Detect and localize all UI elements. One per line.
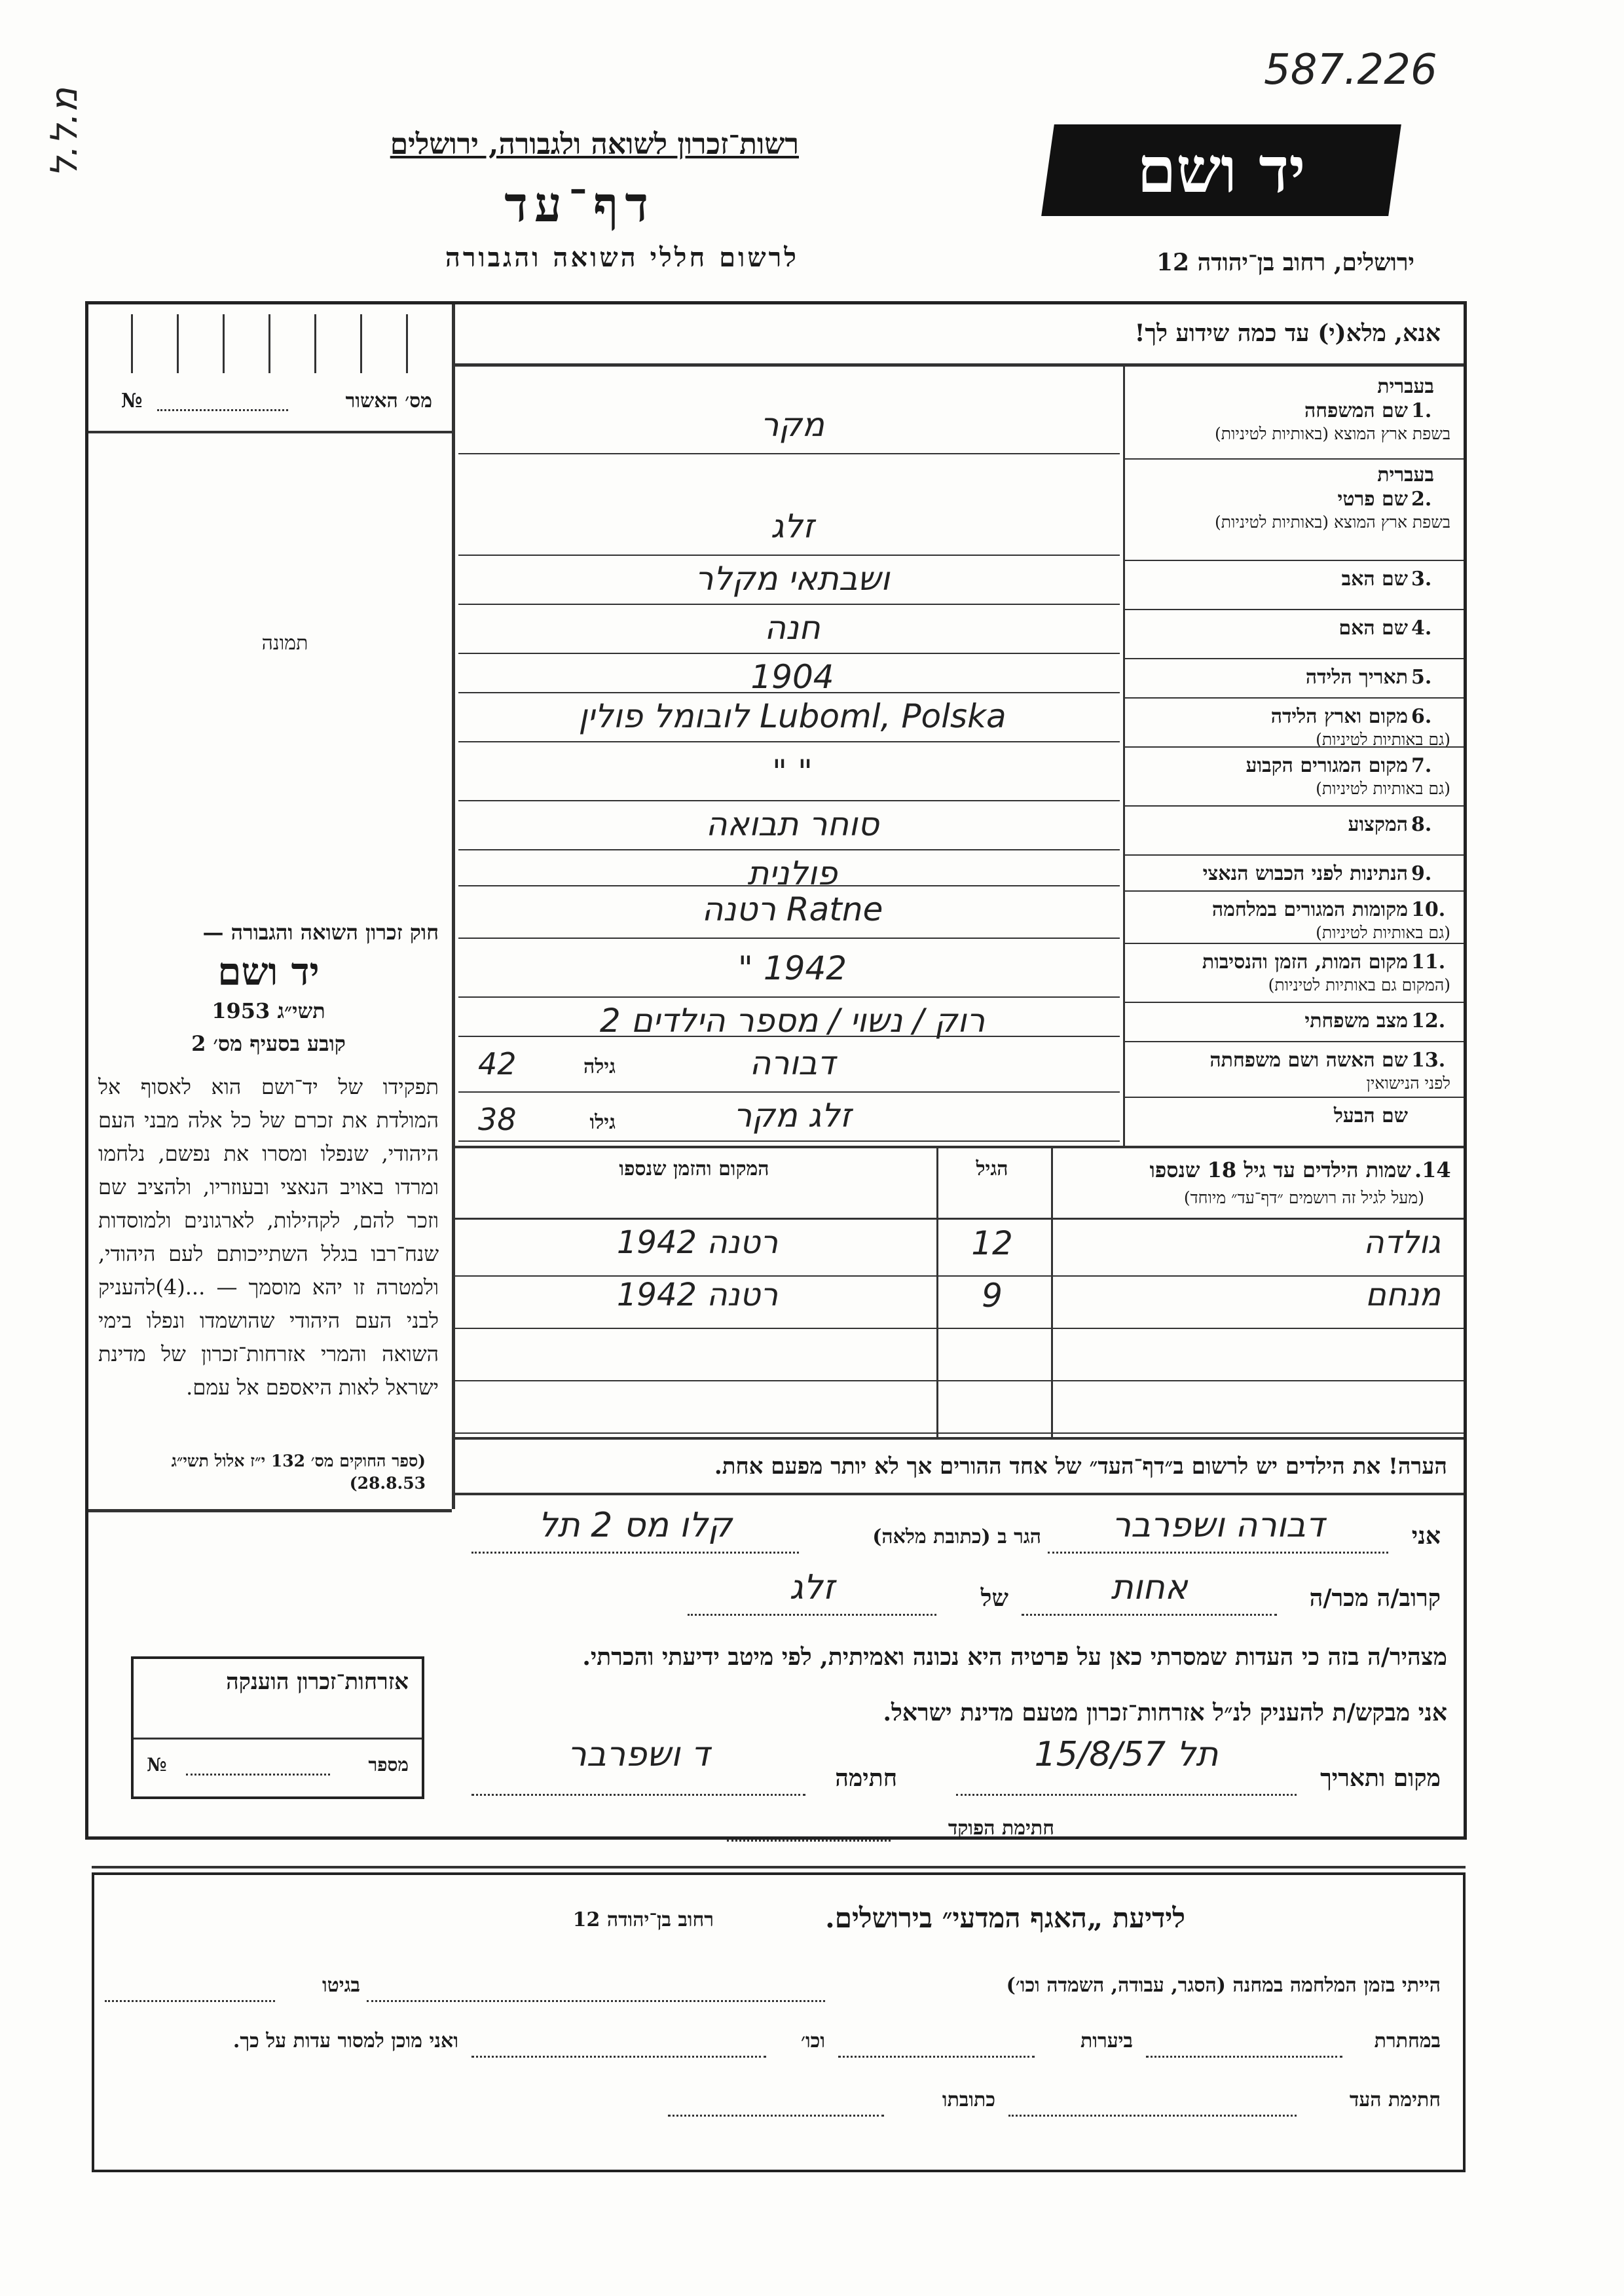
field-line — [458, 1091, 1120, 1093]
label-row-line — [1123, 697, 1464, 699]
field-line — [458, 604, 1120, 605]
field-num: 5. — [1411, 666, 1432, 689]
witness-address-label: הגר ב (כתובת מלאה) — [872, 1525, 1041, 1548]
left-panel-bottom — [88, 1509, 452, 1512]
bottom-line1-blank2[interactable] — [105, 2000, 275, 2002]
field-value[interactable]: זלג — [770, 507, 815, 545]
children-name-divider — [1051, 1146, 1053, 1437]
field-num: 12. — [1411, 1010, 1446, 1032]
law-section: קובע בסעיף מס׳ 2 — [191, 1031, 346, 1056]
field-label: תאריך הלידה — [1305, 666, 1408, 689]
field-sub: בשפת ארץ המוצא (באותיות לטיניות) — [1215, 424, 1450, 443]
law-source: (ספר החוקים מס׳ 132 י״ז אלול תשי״ג 28.8.53) — [171, 1451, 426, 1493]
instruction-divider — [452, 363, 1464, 367]
field-value[interactable]: ושבתאי מקלר — [695, 560, 890, 598]
witness-name-line[interactable] — [1048, 1552, 1388, 1554]
label-row-line — [1123, 890, 1464, 892]
label-row-line — [1123, 854, 1464, 856]
field-line — [458, 653, 1120, 654]
approval-box — [105, 314, 445, 373]
child-age[interactable]: 9 — [982, 1277, 1003, 1315]
label-row-line — [1123, 746, 1464, 748]
field-num: 4. — [1411, 617, 1432, 640]
field-label: שם האשה ושם משפחתה — [1209, 1049, 1408, 1072]
declaration: מצהיר/ה בזה כי העדות שמסרתי כאן על פרטיה היא נכונה ואמיתית, לפי מיטב ידיעתי והכרתי. — [582, 1643, 1447, 1671]
of-value[interactable]: זלג — [789, 1568, 835, 1607]
witness-address[interactable]: קלו מס 2 תל — [538, 1506, 733, 1545]
law-text: תפקידו של יד־ושם הוא לאסוף אל המולדת את זכרם של כל אלה מבני העם היהודי, שנפלו ומסרו את נפשם, נלחמו ומרדו באויב הנאצי ובעוזריו, ולהציב שם וזכר להם, לקהילות, לארגונים ולמוסדות שנח־רבו בגלל השתייכותם לעם היהודי, ולמטרה זו יהא מוסמך — ...(4)להעניק לבני העם היהודי שהושמדו ונפלו בימי השואה והמרי אזרחות־זכרון של מדינת ישראל לאות היאספם אל עמם. — [98, 1074, 439, 1400]
citizenship-no-sign: № — [147, 1754, 167, 1776]
bottom-line3-blank-b[interactable] — [668, 2115, 884, 2117]
field-age-value[interactable]: 42 — [478, 1046, 517, 1082]
field-num: 6. — [1411, 705, 1432, 728]
field-value[interactable]: Ratne רטנה — [701, 890, 883, 928]
field-label: שם האם — [1338, 617, 1408, 640]
children-bottom-line — [452, 1437, 1464, 1440]
field-label: מקום וארץ הלידה — [1270, 705, 1408, 728]
field-value[interactable]: מקר — [760, 406, 824, 444]
relation-line[interactable] — [1022, 1614, 1277, 1616]
field-sub: (גם באותיות לטיניות) — [1316, 779, 1450, 798]
field-age-label: גילה — [583, 1055, 616, 1078]
relation-prefix: קרוב/ה מכר/ה — [1309, 1584, 1441, 1612]
place-date-value[interactable]: תל 15/8/57 — [1034, 1735, 1219, 1774]
field-label: שם פרטי — [1337, 488, 1408, 511]
approval-label: מס׳ האשור — [345, 390, 432, 412]
approval-no-sign: № — [121, 390, 143, 412]
form-title: דף־עד — [504, 177, 655, 233]
bottom-line2-end: ואני מוכן למסור עדות על כך. — [232, 2030, 458, 2052]
field-line — [458, 938, 1120, 939]
law-name: יד ושם — [217, 949, 320, 994]
field-label: מקום המות, הזמן והנסיבות — [1202, 951, 1408, 974]
child-age[interactable]: 12 — [971, 1224, 1013, 1262]
officer-label: חתימת הפוקד — [948, 1817, 1054, 1840]
child-row-line — [452, 1328, 1464, 1329]
field-num: 1. — [1411, 399, 1432, 422]
label-row-line — [1123, 1041, 1464, 1042]
left-margin-note: מ.ל.ל — [43, 87, 86, 178]
field-value[interactable]: Luboml, Polska לובומל פולין — [578, 697, 1006, 735]
child-place[interactable]: רטנה 1942 — [616, 1277, 779, 1313]
field-lang: בעברית — [1377, 464, 1434, 486]
field-num: 2. — [1411, 488, 1432, 511]
label-row-line — [1123, 458, 1464, 460]
field-line — [458, 741, 1120, 742]
field-label: מקומות המגורים במלחמה — [1211, 898, 1408, 921]
relation-of: של — [980, 1584, 1008, 1612]
field-sub: בשפת ארץ המוצא (באותיות לטיניות) — [1215, 513, 1450, 532]
citizenship-title: אזרחות־זכרון הוענקה — [226, 1669, 409, 1695]
field-num: 10. — [1411, 898, 1446, 921]
label-row-line — [1123, 560, 1464, 561]
bottom-line1-end: בגיטו — [322, 1974, 360, 1997]
field-sub: (גם באותיות לטיניות) — [1316, 923, 1450, 942]
witness-prefix: אני — [1411, 1522, 1441, 1550]
note-line — [452, 1493, 1464, 1495]
child-row-line — [452, 1432, 1464, 1434]
of-line[interactable] — [688, 1614, 936, 1616]
children-place-header: המקום והזמן שנספו — [619, 1157, 769, 1180]
label-row-line — [1123, 658, 1464, 659]
field-value[interactable]: פולנית — [747, 854, 838, 892]
field-line — [458, 800, 1120, 801]
label-row-line — [1123, 805, 1464, 807]
label-row-line — [1123, 943, 1464, 944]
children-subtitle: (מעל לגיל זה רושמים ״דף־עד״ מיוחד) — [1183, 1188, 1424, 1207]
children-top-line — [452, 1146, 1464, 1148]
bottom-line1-blank[interactable] — [367, 2000, 825, 2002]
bottom-line2-c: וכו׳ — [801, 2030, 825, 2052]
field-value[interactable]: דבורה — [749, 1044, 836, 1082]
logo-text: יד ושם — [1137, 133, 1306, 207]
children-age-divider — [936, 1146, 938, 1437]
label-column-divider — [1123, 363, 1125, 1146]
bottom-line3-a: חתימת העד — [1349, 2088, 1441, 2111]
field-num: 8. — [1411, 813, 1432, 836]
field-line — [458, 849, 1120, 850]
field-age-value[interactable]: 38 — [478, 1102, 517, 1137]
field-label: שם הבעל — [1333, 1104, 1408, 1127]
field-value[interactable]: רוק / נשוי / מספר הילדים 2 — [599, 1002, 986, 1040]
approval-underline — [88, 431, 452, 433]
bottom-title: לידיעת „האגף המדעי״ בירושלים. — [825, 1902, 1185, 1934]
bottom-line2-a: במחתרת — [1374, 2030, 1441, 2052]
top-right-number: 587.226 — [1264, 46, 1437, 94]
child-name[interactable]: גולדה — [1363, 1224, 1441, 1261]
place-date-line[interactable] — [956, 1794, 1297, 1796]
law-title: חוק זכרון השואה והגבורה — — [202, 920, 439, 945]
citizenship-number-line[interactable] — [186, 1774, 330, 1776]
bottom-line2-blank-c[interactable] — [471, 2056, 766, 2058]
header-address: ירושלים, רחוב בן־יהודה 12 — [1156, 249, 1414, 276]
bottom-double-line — [92, 1866, 1466, 1868]
child-row-line — [452, 1380, 1464, 1381]
relation-value[interactable]: אחות — [1111, 1568, 1188, 1607]
field-value[interactable]: חנה — [764, 609, 821, 647]
witness-address-line[interactable] — [471, 1552, 799, 1554]
yad-vashem-logo — [1041, 124, 1401, 216]
signature-value[interactable]: ד ושפרבר — [567, 1735, 710, 1774]
field-value[interactable]: סוחר תבואה — [705, 805, 879, 843]
field-sub: (המקום גם באותיות לטיניות) — [1268, 975, 1450, 994]
field-line — [458, 996, 1120, 998]
signature-line[interactable] — [471, 1794, 805, 1796]
field-age-label: גילו — [589, 1111, 616, 1134]
bottom-line3-b: כתובתו — [942, 2088, 995, 2111]
citizenship-number-label: מספר — [368, 1754, 409, 1776]
children-header-line — [452, 1218, 1464, 1220]
field-line — [458, 555, 1120, 556]
field-label: המקצוע — [1348, 813, 1408, 836]
field-num: 3. — [1411, 568, 1432, 591]
witness-name[interactable]: דבורה ושפרבר — [1111, 1506, 1325, 1545]
place-date-label: מקום ותאריך — [1320, 1764, 1441, 1792]
children-num: 14. — [1414, 1157, 1451, 1182]
field-value[interactable]: 1904 — [750, 658, 834, 696]
bottom-line2-b: ביערות — [1080, 2030, 1133, 2052]
field-sub: (גם באותיות לטיניות) — [1316, 730, 1450, 749]
label-row-line — [1123, 609, 1464, 610]
instruction: אנא, מלא(י) עד כמה שידוע לך! — [1134, 319, 1441, 347]
field-num: 9. — [1411, 862, 1432, 885]
child-name[interactable]: מנחם — [1365, 1277, 1441, 1313]
field-value[interactable]: זלג מקר — [733, 1097, 851, 1135]
label-row-line — [1123, 1002, 1464, 1003]
signature-label: חתימה — [835, 1764, 897, 1792]
field-label: מצב משפחתי — [1304, 1010, 1408, 1032]
photo-label: תמונה — [261, 632, 308, 655]
bottom-line2-blank-a[interactable] — [1146, 2056, 1342, 2058]
field-line — [458, 1140, 1120, 1142]
request: אני מבקש/ת להעניק לנ״ל אזרחות־זכרון מטעם מדינת ישראל. — [883, 1699, 1447, 1726]
children-title: שמות הילדים עד גיל 18 שנספו — [1149, 1157, 1411, 1182]
note: הערה! את הילדים יש לרשום ב״דף־העד״ של אחד ההורים אך לא יותר מפעם אחת. — [714, 1453, 1447, 1480]
field-label: שם האב — [1341, 568, 1408, 591]
field-line — [458, 453, 1120, 454]
field-num: 11. — [1411, 951, 1446, 974]
approval-line[interactable] — [157, 409, 288, 411]
field-num: 13. — [1411, 1049, 1446, 1072]
authority-name: רשות־זכרון לשואה ולגבורה, ירושלים — [390, 128, 799, 161]
field-lang: בעברית — [1377, 375, 1434, 398]
citizenship-box — [131, 1656, 424, 1799]
field-label: הנתינות לפני הכבוש הנאצי — [1202, 862, 1408, 885]
bottom-line3-blank-a[interactable] — [1008, 2115, 1297, 2117]
field-num: 7. — [1411, 754, 1432, 777]
officer-line[interactable] — [727, 1840, 891, 1842]
label-row-line — [1123, 1097, 1464, 1098]
field-value[interactable]: " " — [772, 753, 813, 791]
field-label: שם המשפחה — [1304, 399, 1408, 422]
law-year: תשי״ג 1953 — [212, 998, 325, 1023]
form-subtitle: לרשום חללי השואה והגבורה — [445, 242, 799, 273]
bottom-line1: הייתי בזמן המלחמה במחנה (הסגר, עבודה, השמדה וכו׳) — [1006, 1974, 1441, 1997]
children-age-header: הגיל — [976, 1157, 1008, 1180]
field-label: מקום המגורים הקבוע — [1246, 754, 1408, 777]
bottom-address: רחוב בן־יהודה 12 — [572, 1908, 714, 1931]
child-place[interactable]: רטנה 1942 — [616, 1224, 779, 1261]
bottom-line2-blank-b[interactable] — [838, 2056, 1035, 2058]
field-sub: לפני הנישואין — [1366, 1074, 1450, 1093]
field-value[interactable]: 1942 " — [737, 949, 847, 987]
